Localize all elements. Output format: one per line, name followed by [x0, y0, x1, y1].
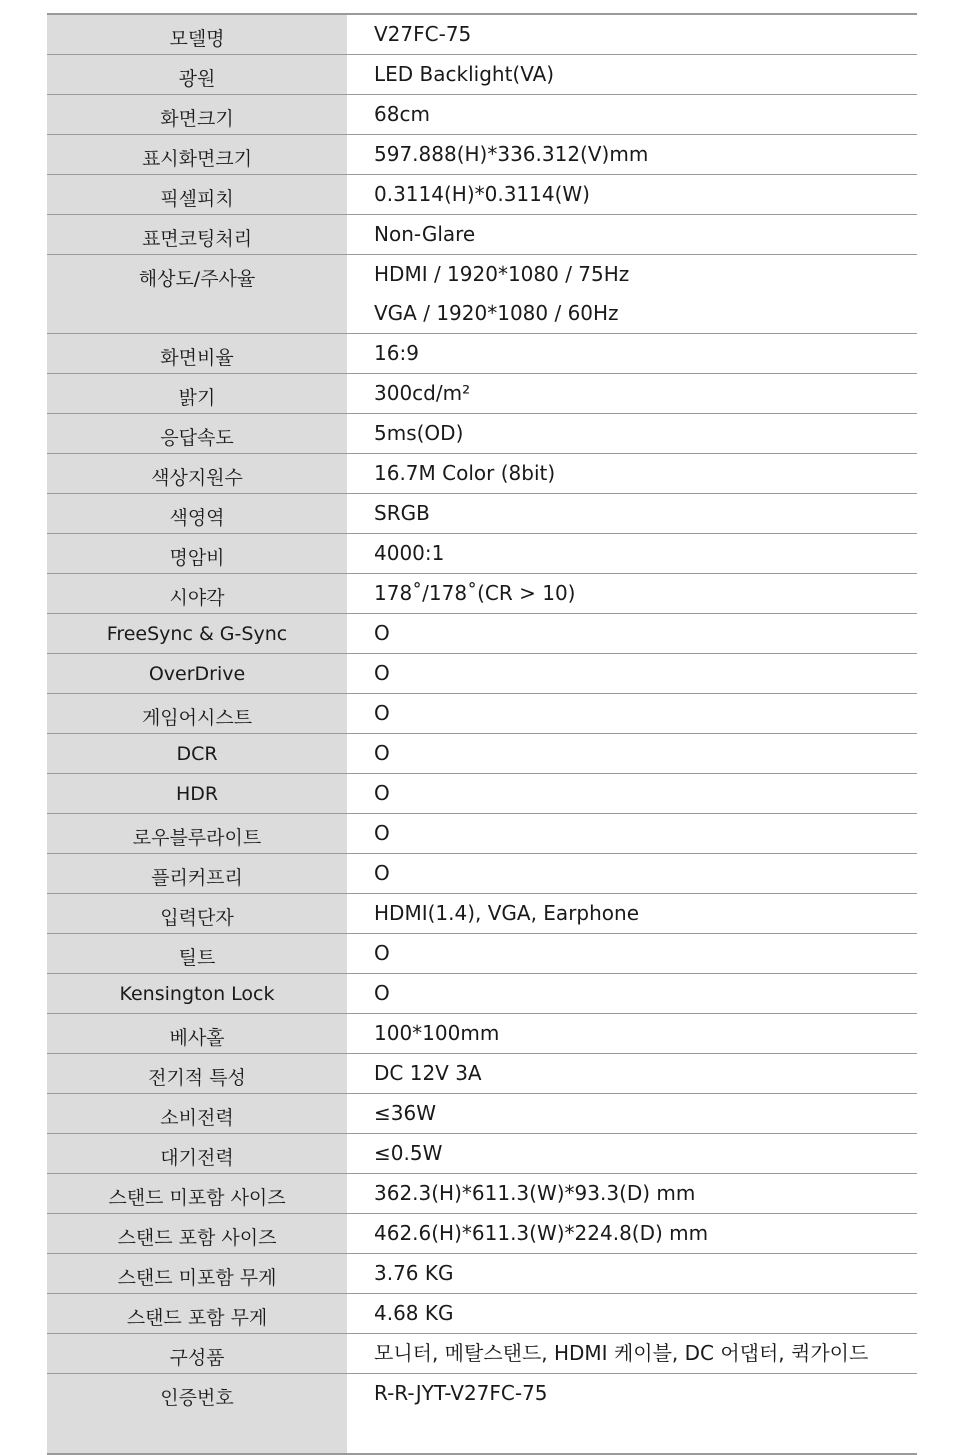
- spec-value-line: 3.76 KG: [374, 1261, 454, 1285]
- spec-label: 응답속도: [47, 414, 347, 453]
- spec-value: [347, 1054, 917, 1093]
- spec-label: 색상지원수: [47, 454, 347, 493]
- spec-value: [347, 1014, 917, 1053]
- spec-row: [47, 614, 917, 654]
- spec-value: [347, 1134, 917, 1173]
- spec-value-line: 300cd/m²: [374, 381, 471, 405]
- spec-value-line: V27FC-75: [374, 22, 472, 46]
- spec-row: [47, 1294, 917, 1334]
- spec-label: 스탠드 포함 사이즈: [47, 1214, 347, 1253]
- spec-value-line: O: [374, 981, 390, 1005]
- spec-value: [347, 1254, 917, 1293]
- spec-value-line: O: [374, 941, 390, 965]
- spec-row: [47, 734, 917, 774]
- spec-label: 화면비율: [47, 334, 347, 373]
- spec-value: [347, 934, 917, 973]
- spec-label: 구성품: [47, 1334, 347, 1373]
- spec-value: [347, 614, 917, 653]
- spec-value: [347, 814, 917, 853]
- spec-value-line: ≤0.5W: [374, 1141, 443, 1165]
- spec-row: [47, 894, 917, 934]
- spec-value: [347, 774, 917, 813]
- spec-label: Kensington Lock: [47, 974, 347, 1013]
- spec-row: [47, 1254, 917, 1294]
- spec-value-line: O: [374, 661, 390, 685]
- spec-value-line: DC 12V 3A: [374, 1061, 482, 1085]
- spec-label: OverDrive: [47, 654, 347, 693]
- spec-value-line: 5ms(OD): [374, 421, 464, 445]
- spec-row: [47, 454, 917, 494]
- spec-row: [47, 15, 917, 55]
- spec-row: [47, 55, 917, 95]
- spec-table: [47, 13, 917, 1455]
- spec-value: [347, 454, 917, 493]
- spec-row: [47, 494, 917, 534]
- spec-label: 명암비: [47, 534, 347, 573]
- spec-value: [347, 1374, 917, 1453]
- spec-label: 픽셀피치: [47, 175, 347, 214]
- spec-value: [347, 135, 917, 174]
- spec-label: 대기전력: [47, 1134, 347, 1173]
- spec-row: [47, 1014, 917, 1054]
- spec-value-line: 100*100mm: [374, 1021, 500, 1045]
- spec-value-line: 4000:1: [374, 541, 445, 565]
- spec-row: [47, 175, 917, 215]
- spec-value: [347, 1294, 917, 1333]
- spec-value: [347, 894, 917, 933]
- spec-value-line: O: [374, 701, 390, 725]
- spec-row: [47, 95, 917, 135]
- spec-value-line: SRGB: [374, 501, 430, 525]
- spec-value: [347, 215, 917, 254]
- spec-value-line: 모니터, 메탈스탠드, HDMI 케이블, DC 어댑터, 퀵가이드: [374, 1341, 869, 1365]
- spec-value-line: R-R-JYT-V27FC-75: [374, 1381, 548, 1405]
- spec-value-line: 4.68 KG: [374, 1301, 454, 1325]
- spec-value: [347, 974, 917, 1013]
- spec-value: [347, 1094, 917, 1133]
- spec-value-line: 16.7M Color (8bit): [374, 461, 556, 485]
- spec-value-line: ≤36W: [374, 1101, 436, 1125]
- spec-value-line: VGA / 1920*1080 / 60Hz: [374, 301, 619, 325]
- spec-label: 표면코팅처리: [47, 215, 347, 254]
- spec-label: 스탠드 미포함 사이즈: [47, 1174, 347, 1213]
- spec-value-line: O: [374, 821, 390, 845]
- spec-value-line: 178˚/178˚(CR > 10): [374, 581, 576, 605]
- spec-label: 스탠드 포함 무게: [47, 1294, 347, 1333]
- spec-value-line: Non-Glare: [374, 222, 476, 246]
- spec-label: 해상도/주사율: [47, 255, 347, 333]
- spec-value: [347, 654, 917, 693]
- spec-label: 화면크기: [47, 95, 347, 134]
- spec-label: 광원: [47, 55, 347, 94]
- spec-label: 밝기: [47, 374, 347, 413]
- spec-label: 인증번호: [47, 1374, 347, 1453]
- spec-value: [347, 1214, 917, 1253]
- spec-row: [47, 974, 917, 1014]
- spec-row: [47, 1054, 917, 1094]
- spec-row: [47, 1134, 917, 1174]
- spec-value-line: HDMI / 1920*1080 / 75Hz: [374, 262, 630, 286]
- spec-row: [47, 135, 917, 175]
- spec-value-line: 68cm: [374, 102, 430, 126]
- spec-row: [47, 374, 917, 414]
- spec-label: 스탠드 미포함 무게: [47, 1254, 347, 1293]
- spec-row: [47, 1214, 917, 1254]
- spec-row: [47, 774, 917, 814]
- spec-label: 소비전력: [47, 1094, 347, 1133]
- spec-value: [347, 175, 917, 214]
- spec-label: 모델명: [47, 15, 347, 54]
- spec-label: 색영역: [47, 494, 347, 533]
- spec-row: [47, 1334, 917, 1374]
- spec-value: [347, 854, 917, 893]
- spec-label: 표시화면크기: [47, 135, 347, 174]
- spec-value: [347, 55, 917, 94]
- spec-label: DCR: [47, 734, 347, 773]
- spec-value: [347, 255, 917, 333]
- spec-row: [47, 334, 917, 374]
- spec-label: 틸트: [47, 934, 347, 973]
- spec-label: 시야각: [47, 574, 347, 613]
- spec-label: 베사홀: [47, 1014, 347, 1053]
- spec-row: [47, 814, 917, 854]
- spec-value: [347, 95, 917, 134]
- spec-value-line: O: [374, 781, 390, 805]
- spec-row: [47, 694, 917, 734]
- spec-value: [347, 734, 917, 773]
- spec-label: 입력단자: [47, 894, 347, 933]
- spec-value-line: O: [374, 741, 390, 765]
- spec-label: 플리커프리: [47, 854, 347, 893]
- spec-value: [347, 1334, 917, 1373]
- spec-value: [347, 494, 917, 533]
- spec-row: [47, 1174, 917, 1214]
- spec-row: [47, 534, 917, 574]
- spec-label: HDR: [47, 774, 347, 813]
- spec-row: [47, 854, 917, 894]
- spec-value-line: LED Backlight(VA): [374, 62, 555, 86]
- spec-value-line: 462.6(H)*611.3(W)*224.8(D) mm: [374, 1221, 709, 1245]
- spec-value-line: O: [374, 861, 390, 885]
- spec-value: [347, 574, 917, 613]
- spec-value-line: 362.3(H)*611.3(W)*93.3(D) mm: [374, 1181, 696, 1205]
- spec-row: [47, 654, 917, 694]
- spec-value: [347, 15, 917, 54]
- spec-row: [47, 255, 917, 334]
- spec-row: [47, 215, 917, 255]
- spec-value-line: 597.888(H)*336.312(V)mm: [374, 142, 649, 166]
- spec-value: [347, 694, 917, 733]
- spec-value-line: 0.3114(H)*0.3114(W): [374, 182, 590, 206]
- spec-value: [347, 374, 917, 413]
- spec-row: [47, 414, 917, 454]
- spec-row: [47, 574, 917, 614]
- spec-value: [347, 414, 917, 453]
- spec-row: [47, 1094, 917, 1134]
- spec-label: FreeSync & G-Sync: [47, 614, 347, 653]
- spec-value: [347, 334, 917, 373]
- spec-value: [347, 1174, 917, 1213]
- spec-row: [47, 934, 917, 974]
- spec-value-line: HDMI(1.4), VGA, Earphone: [374, 901, 639, 925]
- spec-value: [347, 534, 917, 573]
- spec-value-line: O: [374, 621, 390, 645]
- spec-label: 로우블루라이트: [47, 814, 347, 853]
- spec-row: [47, 1374, 917, 1453]
- spec-value-line: 16:9: [374, 341, 419, 365]
- spec-label: 게임어시스트: [47, 694, 347, 733]
- spec-label: 전기적 특성: [47, 1054, 347, 1093]
